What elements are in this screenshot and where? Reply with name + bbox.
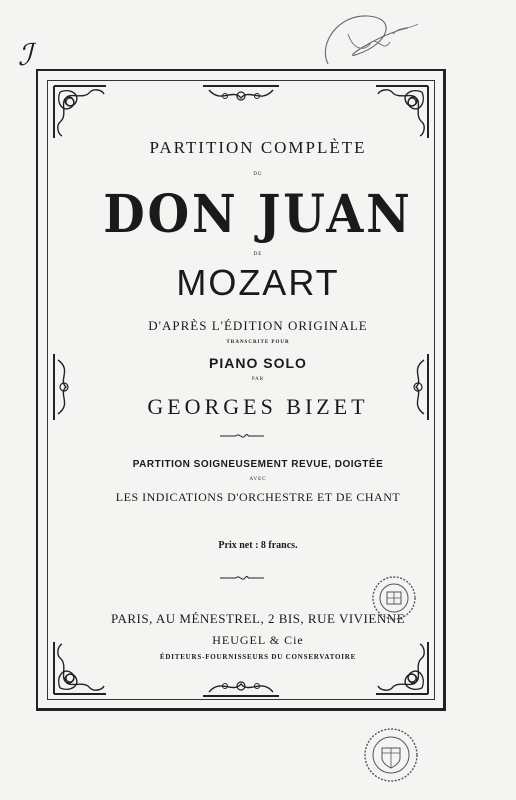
work-title: DON JUAN: [103, 184, 413, 245]
publisher-role: ÉDITEURS-FOURNISSEURS DU CONSERVATOIRE: [159, 653, 357, 661]
indications-note: LES INDICATIONS D'ORCHESTRE ET DE CHANT: [115, 490, 401, 504]
word-avec: AVEC: [249, 477, 267, 482]
library-stamp-1: [370, 574, 418, 622]
publisher-name: HEUGEL & Cie: [212, 633, 304, 647]
arranger-name: GEORGES BIZET: [147, 394, 369, 419]
corner-ornament-top-left: [50, 82, 110, 142]
divider-ornament-1: [218, 432, 266, 440]
revision-note: PARTITION SOIGNEUSEMENT REVUE, DOIGTÉE: [132, 459, 384, 470]
heading-partition: PARTITION COMPLÈTE: [149, 138, 367, 157]
bottom-center-ornament: [201, 672, 281, 700]
price: Prix net : 8 francs.: [218, 540, 298, 551]
instrument: PIANO SOLO: [209, 355, 307, 371]
publisher-address: PARIS, AU MÉNESTREL, 2 BIS, RUE VIVIENNE: [110, 611, 406, 626]
word-par: PAR: [251, 377, 265, 382]
shelf-mark: ℐ: [18, 38, 33, 73]
composer-name: MOZART: [176, 262, 340, 303]
edition-note: D'APRÈS L'ÉDITION ORIGINALE: [148, 318, 368, 333]
word-de: DE: [253, 252, 263, 257]
divider-ornament-2: [218, 574, 266, 582]
corner-ornament-top-right: [372, 82, 432, 142]
library-stamp-2: [362, 726, 420, 784]
top-center-ornament: [201, 82, 281, 110]
transcrite-pour: TRANSCRITE POUR: [226, 340, 290, 345]
word-du: DU: [253, 172, 263, 177]
